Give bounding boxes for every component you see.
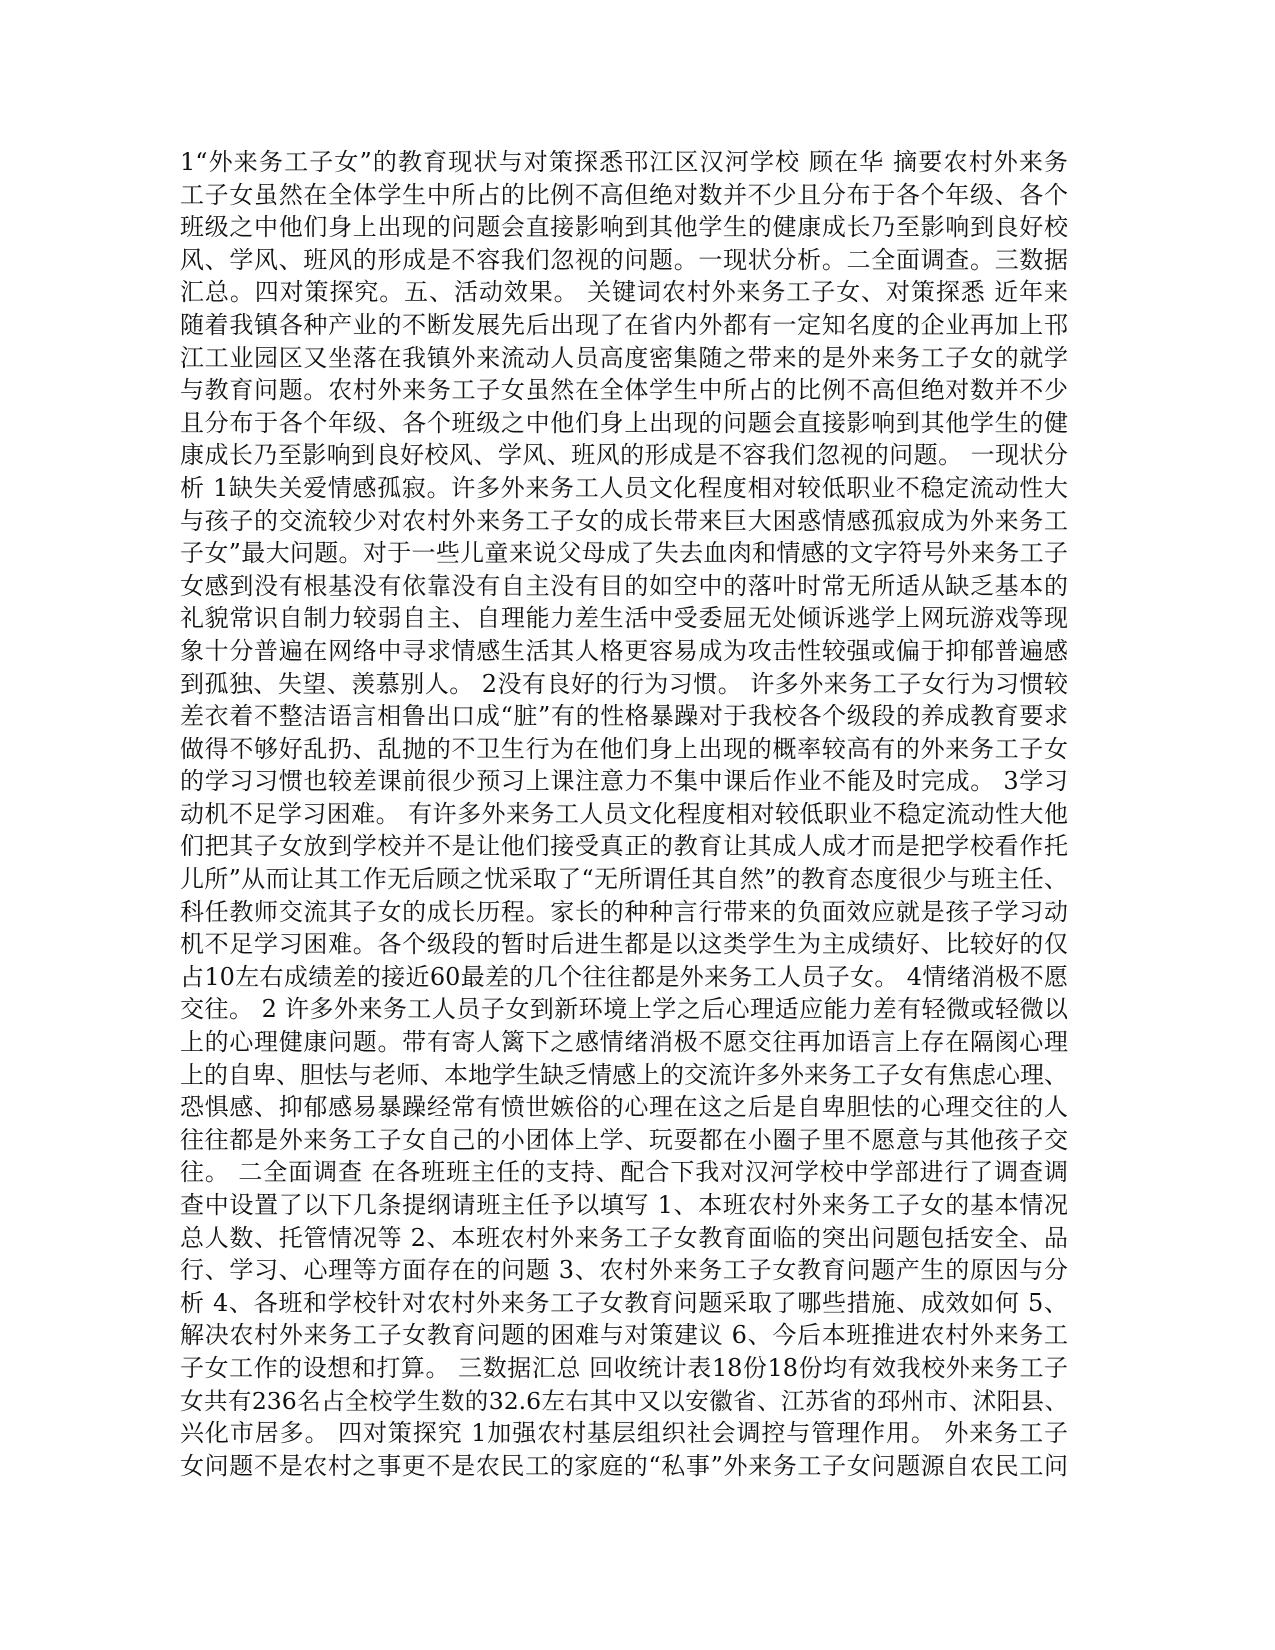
text-line: 儿所”从而让其工作无后顾之忧采取了“无所谓任其自然”的教育态度很少与班主任、 <box>180 865 1068 894</box>
text-line: 占10左右成绩差的接近60最差的几个往往都是外来务工人员子女。 4情绪消极不愿 <box>180 962 1068 991</box>
text-line: 女问题不是农村之事更不是农民工的家庭的“私事”外来务工子女问题源自农民工问 <box>180 1451 1068 1480</box>
text-line: 女感到没有根基没有依靠没有自主没有目的如空中的落叶时常无所适从缺乏基本的 <box>180 571 1068 600</box>
text-line: 往往都是外来务工子女自己的小团体上学、玩耍都在小圈子里不愿意与其他孩子交 <box>180 1125 1068 1154</box>
text-line: 的学习习惯也较差课前很少预习上课注意力不集中课后作业不能及时完成。 3学习 <box>180 767 1068 796</box>
text-line: 析 1缺失关爱情感孤寂。许多外来务工人员文化程度相对较低职业不稳定流动性大 <box>180 473 1068 502</box>
text-line: 兴化市居多。 四对策探究 1加强农村基层组织社会调控与管理作用。 外来务工子 <box>180 1419 1068 1448</box>
text-line: 与孩子的交流较少对农村外来务工子女的成长带来巨大困惑情感孤寂成为外来务工 <box>180 506 1068 535</box>
text-line: 1“外来务工子女”的教育现状与对策探悉邗江区汉河学校 顾在华 摘要农村外来务 <box>180 148 1068 176</box>
text-line: 动机不足学习困难。 有许多外来务工人员文化程度相对较低职业不稳定流动性大他 <box>180 799 1068 828</box>
text-line: 交往。 2 许多外来务工人员子女到新环境上学之后心理适应能力差有轻微或轻微以 <box>180 995 1068 1024</box>
text-line: 恐惧感、抑郁感易暴躁经常有愤世嫉俗的心理在这之后是自卑胆怯的心理交往的人 <box>180 1093 1068 1122</box>
text-line: 机不足学习困难。各个级段的暂时后进生都是以这类学生为主成绩好、比较好的仅 <box>180 930 1068 959</box>
text-line: 往。 二全面调查 在各班班主任的支持、配合下我对汉河学校中学部进行了调查调 <box>180 1158 1068 1187</box>
text-line: 查中设置了以下几条提纲请班主任予以填写 1、本班农村外来务工子女的基本情况 <box>180 1191 1068 1219</box>
text-line: 且分布于各个年级、各个班级之中他们身上出现的问题会直接影响到其他学生的健 <box>180 408 1068 437</box>
text-line: 女共有236名占全校学生数的32.6左右其中又以安徽省、江苏省的邳州市、沭阳县、 <box>180 1386 1068 1415</box>
text-line: 班级之中他们身上出现的问题会直接影响到其他学生的健康成长乃至影响到良好校 <box>180 213 1068 242</box>
text-line: 到孤独、失望、羡慕别人。 2没有良好的行为习惯。 许多外来务工子女行为习惯较 <box>180 669 1068 698</box>
text-line: 江工业园区又坐落在我镇外来流动人员高度密集随之带来的是外来务工子女的就学 <box>180 343 1068 372</box>
text-line: 差衣着不整洁语言相鲁出口成“脏”有的性格暴躁对于我校各个级段的养成教育要求 <box>180 702 1068 731</box>
text-line: 行、学习、心理等方面存在的问题 3、农村外来务工子女教育问题产生的原因与分 <box>180 1256 1068 1285</box>
text-line: 析 4、各班和学校针对农村外来务工子女教育问题采取了哪些措施、成效如何 5、 <box>180 1288 1068 1317</box>
text-line: 工子女虽然在全体学生中所占的比例不高但绝对数并不少且分布于各个年级、各个 <box>180 180 1068 209</box>
text-line: 科任教师交流其子女的成长历程。家长的种种言行带来的负面效应就是孩子学习动 <box>180 897 1068 926</box>
text-line: 上的心理健康问题。带有寄人篱下之感情绪消极不愿交往再加语言上存在隔阂心理 <box>180 1028 1068 1057</box>
text-line: 象十分普遍在网络中寻求情感生活其人格更容易成为攻击性较强或偏于抑郁普遍感 <box>180 636 1068 665</box>
text-line: 上的自卑、胆怯与老师、本地学生缺乏情感上的交流许多外来务工子女有焦虑心理、 <box>180 1060 1068 1089</box>
text-line: 总人数、托管情况等 2、本班农村外来务工子女教育面临的突出问题包括安全、品 <box>180 1223 1068 1252</box>
text-line: 子女工作的设想和打算。 三数据汇总 回收统计表18份18份均有效我校外来务工子 <box>180 1353 1068 1382</box>
text-line: 康成长乃至影响到良好校风、学风、班风的形成是不容我们忽视的问题。 一现状分 <box>180 441 1068 470</box>
text-line: 汇总。四对策探究。五、活动效果。 关键词农村外来务工子女、对策探悉 近年来 <box>180 278 1068 307</box>
body-text <box>180 146 1068 1482</box>
text-line: 风、学风、班风的形成是不容我们忽视的问题。一现状分析。二全面调查。三数据 <box>180 245 1068 274</box>
text-line: 礼貌常识自制力较弱自主、自理能力差生活中受委屈无处倾诉逃学上网玩游戏等现 <box>180 604 1068 633</box>
text-line: 解决农村外来务工子女教育问题的困难与对策建议 6、今后本班推进农村外来务工 <box>180 1321 1068 1350</box>
text-line: 子女”最大问题。对于一些儿童来说父母成了失去血肉和情感的文字符号外来务工子 <box>180 539 1068 568</box>
text-line: 们把其子女放到学校并不是让他们接受真正的教育让其成人成才而是把学校看作托 <box>180 832 1068 861</box>
text-line: 与教育问题。农村外来务工子女虽然在全体学生中所占的比例不高但绝对数并不少 <box>180 376 1068 405</box>
text-line: 做得不够好乱扔、乱抛的不卫生行为在他们身上出现的概率较高有的外来务工子女 <box>180 734 1068 763</box>
text-line: 随着我镇各种产业的不断发展先后出现了在省内外都有一定知名度的企业再加上邗 <box>180 310 1068 339</box>
